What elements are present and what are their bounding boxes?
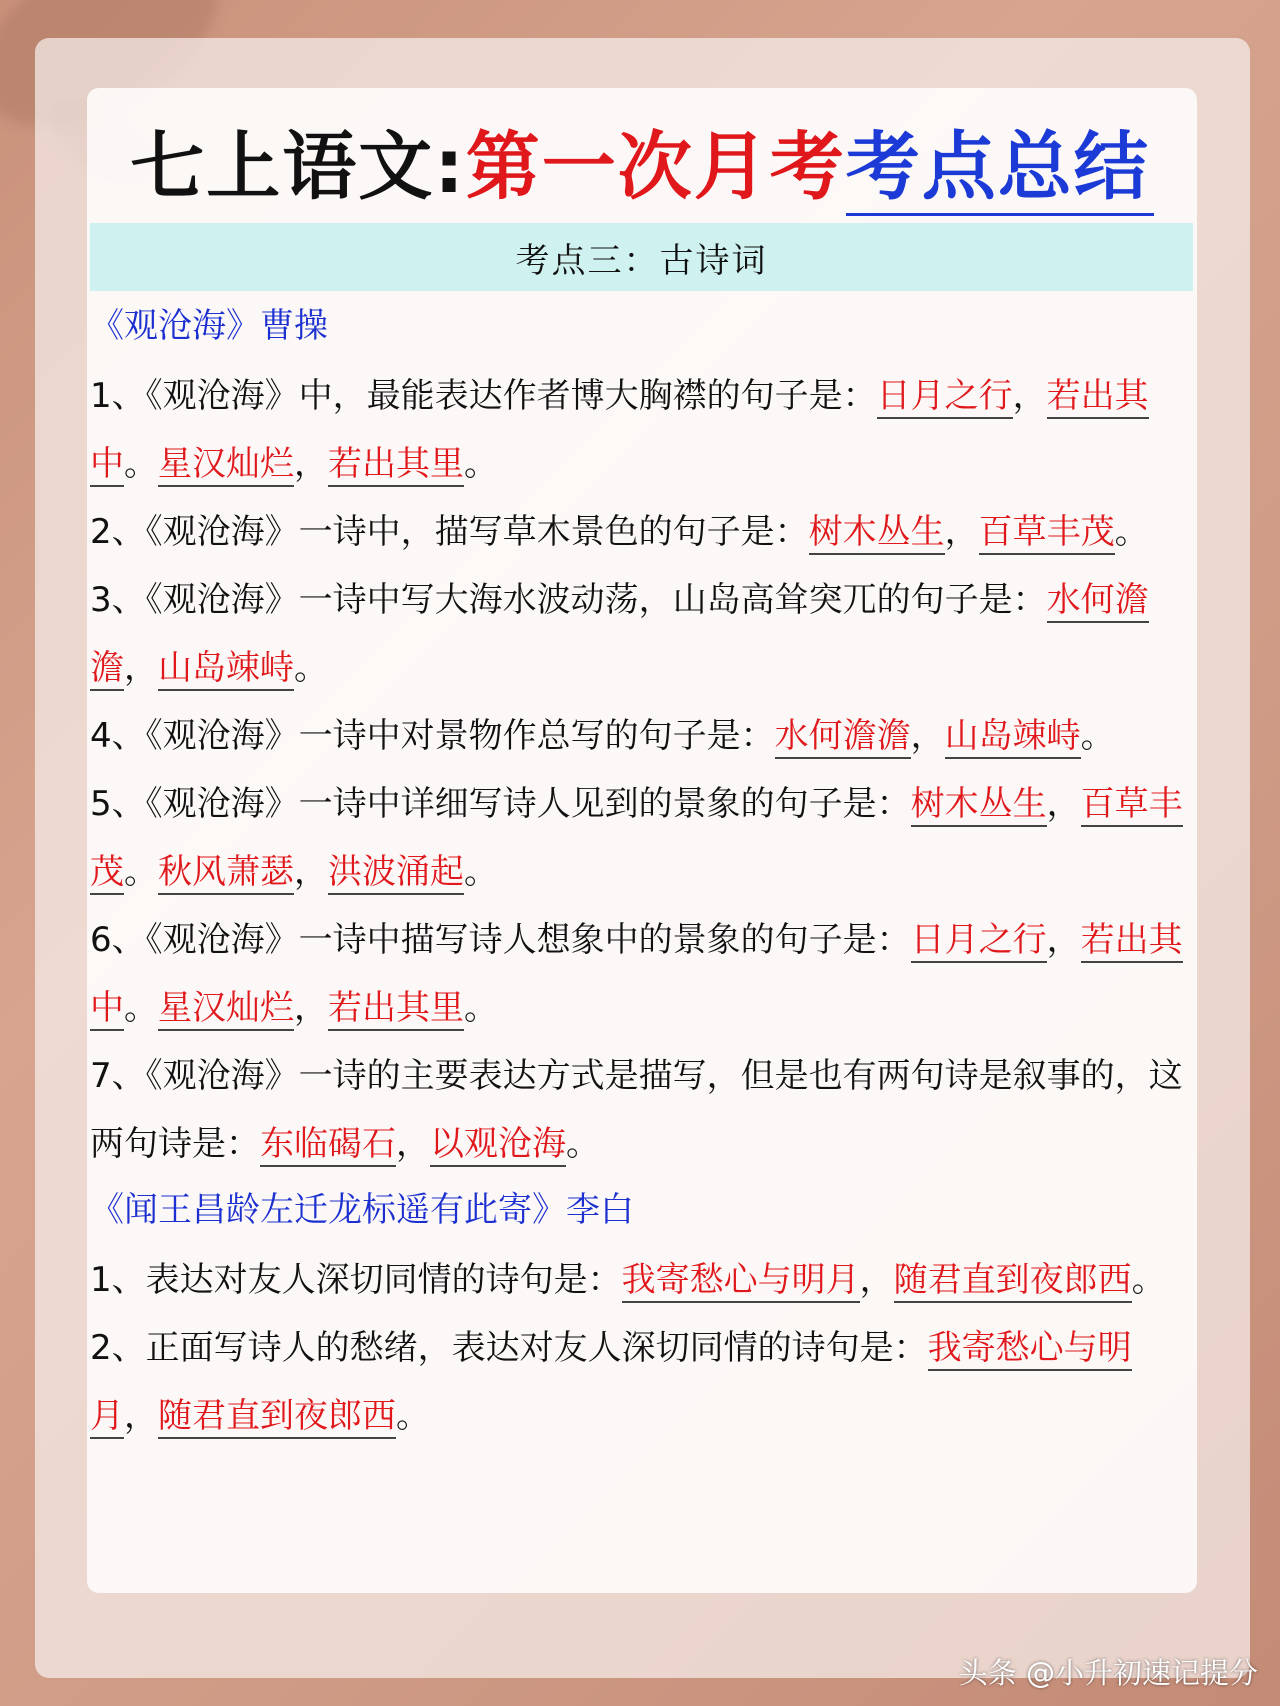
question-text: ， [294, 988, 328, 1028]
question-text: 7、《观沧海》一诗的主要表达方式是描写，但是也有两句诗是叙事的，这两句诗是： [90, 1056, 1183, 1164]
question-text: ， [294, 444, 328, 484]
question-text: 2、《观沧海》一诗中，描写草木景色的句子是： [90, 512, 809, 552]
answer-text: 树木丛生 [809, 512, 945, 555]
question-item [90, 1314, 1195, 1450]
question-text: 。 [396, 1396, 430, 1436]
answer-text: 若出其里 [328, 988, 464, 1031]
question-text: 。 [1080, 716, 1115, 756]
question-text: ， [910, 716, 945, 756]
question-text: ， [396, 1124, 430, 1164]
question-item [90, 362, 1195, 498]
answer-text: 若出其中 [90, 376, 1149, 487]
question-text: 。 [464, 988, 498, 1028]
question-item [90, 566, 1195, 702]
question-text: 2、正面写诗人的愁绪，表达对友人深切同情的诗句是： [90, 1328, 928, 1368]
answer-text: 山岛竦峙 [945, 716, 1081, 759]
poem-heading: 《闻王昌龄左迁龙标遥有此寄》李白 [90, 1190, 634, 1230]
answer-text: 星汉灿烂 [158, 444, 294, 487]
answer-text: 随君直到夜郎西 [158, 1396, 396, 1439]
answer-text: 随君直到夜郎西 [894, 1260, 1132, 1303]
poem-section [90, 1184, 1195, 1450]
answer-text: 洪波涌起 [328, 852, 464, 895]
question-text: 1、表达对友人深切同情的诗句是： [90, 1260, 622, 1300]
answer-text: 若出其中 [90, 920, 1183, 1031]
title-subject: 七上语文: [130, 124, 466, 210]
page-title [0, 108, 1280, 214]
question-text: ， [124, 648, 158, 688]
question-text: 。 [464, 852, 498, 892]
question-text: 。 [464, 444, 498, 484]
answer-text: 日月之行 [877, 376, 1013, 419]
question-text: 。 [124, 852, 158, 892]
answer-text: 东临碣石 [260, 1124, 396, 1167]
section-band: 考点三：古诗词 [90, 223, 1193, 291]
question-text: 1、《观沧海》中，最能表达作者博大胸襟的句子是： [90, 376, 877, 416]
question-item [90, 906, 1195, 1042]
watermark: 头条 @小升初速记提分 [958, 1656, 1258, 1690]
question-text: ， [859, 1260, 894, 1300]
question-text: ， [1046, 920, 1081, 960]
poem-heading: 《观沧海》曹操 [90, 306, 328, 346]
question-text: 。 [1114, 512, 1149, 552]
title-exam: 第一次月考 [465, 124, 846, 210]
title-summary: 考点总结 [846, 108, 1150, 214]
question-item [90, 1246, 1195, 1314]
question-item [90, 1042, 1195, 1178]
question-text: 3、《观沧海》一诗中写大海水波动荡，山岛高耸突兀的句子是： [90, 580, 1047, 620]
answer-text: 百草丰茂 [979, 512, 1115, 555]
question-text: ， [1046, 784, 1081, 824]
question-item [90, 498, 1195, 566]
question-text: 。 [566, 1124, 600, 1164]
answer-text: 水何澹澹 [775, 716, 911, 759]
answer-text: 星汉灿烂 [158, 988, 294, 1031]
question-text: ， [294, 852, 328, 892]
answer-text: 百草丰茂 [90, 784, 1183, 895]
question-text: ， [944, 512, 979, 552]
answer-text: 水何澹澹 [90, 580, 1149, 691]
question-text: 。 [124, 988, 158, 1028]
question-text: 。 [124, 444, 158, 484]
question-text: ， [124, 1396, 158, 1436]
poem-content [90, 300, 1195, 1456]
question-item [90, 770, 1195, 906]
answer-text: 若出其里 [328, 444, 464, 487]
question-text: 6、《观沧海》一诗中描写诗人想象中的景象的句子是： [90, 920, 911, 960]
answer-text: 山岛竦峙 [158, 648, 294, 691]
answer-text: 我寄愁心与明月 [90, 1328, 1132, 1439]
question-item [90, 702, 1195, 770]
question-text: 。 [1131, 1260, 1166, 1300]
poem-section [90, 300, 1195, 1178]
question-text: 5、《观沧海》一诗中详细写诗人见到的景象的句子是： [90, 784, 911, 824]
question-text: 。 [294, 648, 328, 688]
answer-text: 以观沧海 [430, 1124, 566, 1167]
answer-text: 日月之行 [911, 920, 1047, 963]
question-text: ， [1012, 376, 1047, 416]
answer-text: 我寄愁心与明月 [622, 1260, 860, 1303]
answer-text: 秋风萧瑟 [158, 852, 294, 895]
question-text: 4、《观沧海》一诗中对景物作总写的句子是： [90, 716, 775, 756]
answer-text: 树木丛生 [911, 784, 1047, 827]
